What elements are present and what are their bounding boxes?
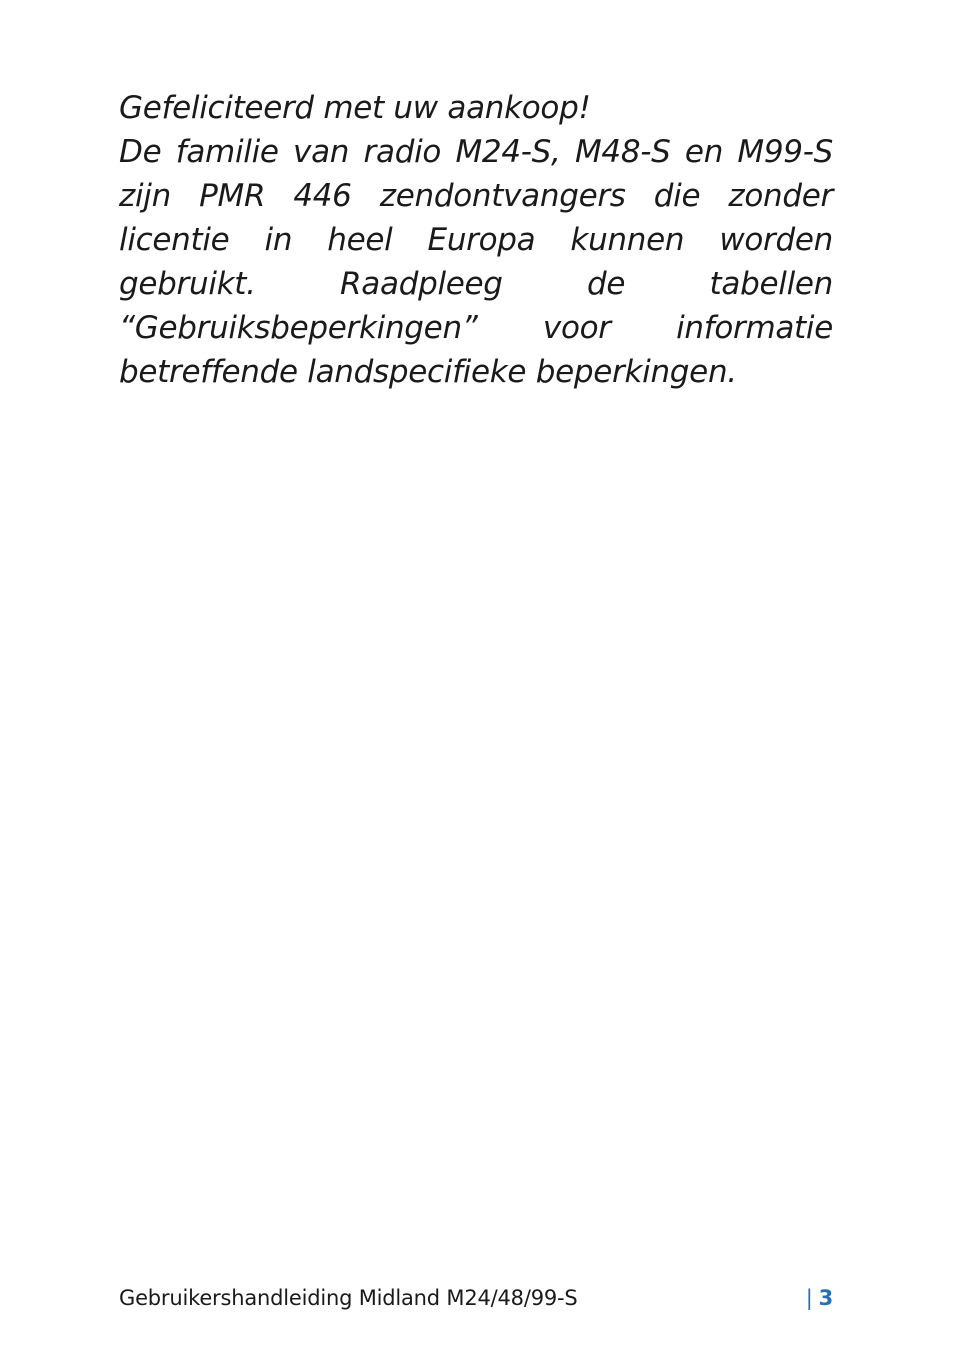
greeting-line: Gefeliciteerd met uw aankoop! xyxy=(119,90,591,126)
page-footer xyxy=(119,1283,833,1313)
intro-paragraph: De familie van radio M24-S, M48-S en M99-S zijn PMR 446 zendontvangers die zonder licentie in heel Europa kunnen worden gebruikt. Raadpleeg de tabellen “Gebruiksbeperkingen” voor informatie betreffende landspecifieke beperkingen. xyxy=(119,134,833,390)
main-text xyxy=(119,86,833,394)
page-number: 3 xyxy=(818,1286,833,1310)
page-number-block xyxy=(806,1283,833,1313)
footer-title: Gebruikershandleiding Midland M24/48/99-S xyxy=(119,1286,578,1310)
page-separator: | xyxy=(805,1286,813,1310)
